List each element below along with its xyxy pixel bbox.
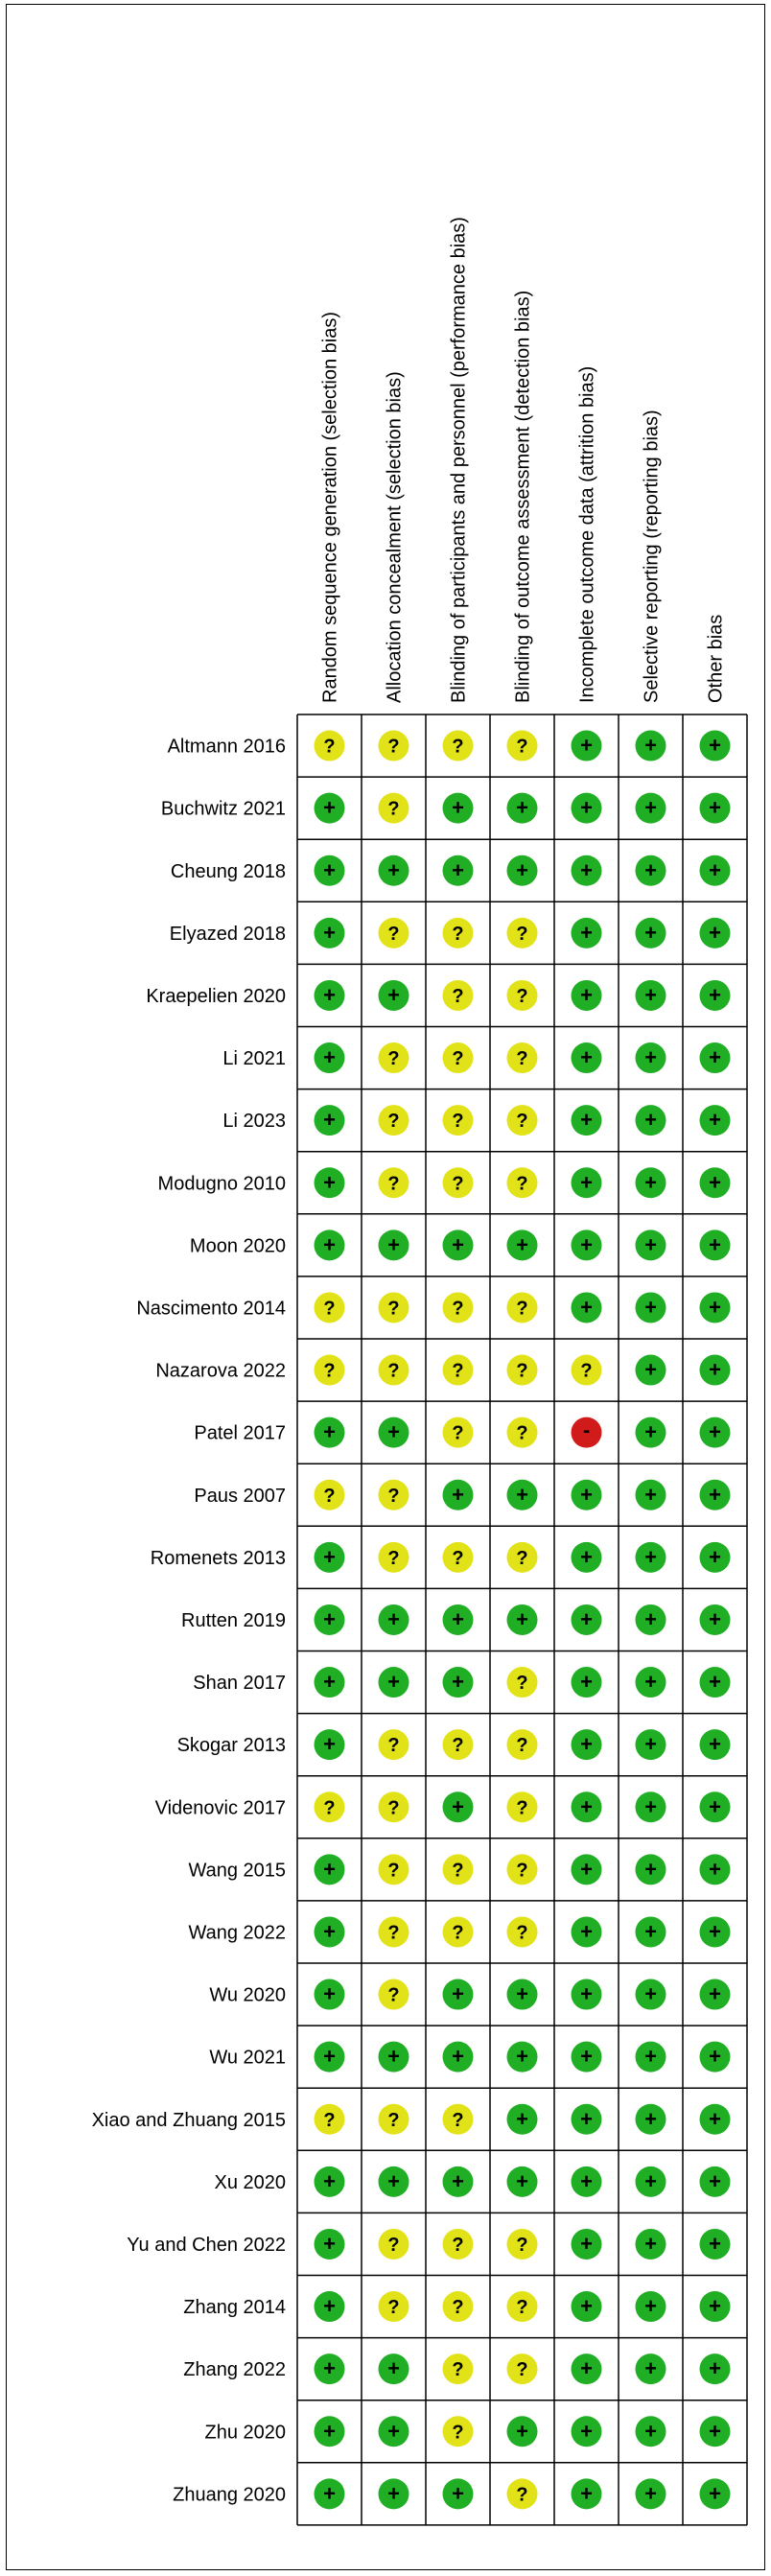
unclear-risk-symbol: ? [516, 2234, 528, 2256]
low-risk-symbol: + [323, 1544, 336, 1569]
low-risk-symbol: + [580, 1981, 593, 2006]
unclear-risk-symbol: ? [516, 1673, 528, 1695]
low-risk-symbol: + [709, 982, 721, 1007]
low-risk-symbol: + [580, 1482, 593, 1507]
low-risk-symbol: + [709, 2294, 721, 2319]
unclear-risk-symbol: ? [323, 736, 336, 758]
low-risk-symbol: + [644, 2044, 657, 2069]
study-label: Romenets 2013 [150, 1547, 286, 1569]
unclear-risk-symbol: ? [516, 1298, 528, 1320]
low-risk-symbol: + [644, 857, 657, 882]
unclear-risk-symbol: ? [387, 1547, 400, 1569]
low-risk-symbol: + [323, 2419, 336, 2444]
unclear-risk-symbol: ? [323, 1485, 336, 1507]
unclear-risk-symbol: ? [452, 2234, 464, 2256]
unclear-risk-symbol: ? [323, 2109, 336, 2131]
unclear-risk-symbol: ? [452, 1173, 464, 1195]
study-label: Nascimento 2014 [136, 1298, 286, 1320]
study-label: Paus 2007 [194, 1485, 286, 1507]
low-risk-symbol: + [709, 1732, 721, 1757]
unclear-risk-symbol: ? [516, 1422, 528, 1444]
unclear-risk-symbol: ? [452, 2297, 464, 2319]
unclear-risk-symbol: ? [516, 1735, 528, 1757]
low-risk-symbol: + [323, 795, 336, 820]
low-risk-symbol: + [580, 920, 593, 945]
low-risk-symbol: + [580, 2168, 593, 2193]
unclear-risk-symbol: ? [452, 1547, 464, 1569]
low-risk-symbol: + [452, 2481, 464, 2506]
low-risk-symbol: + [323, 2294, 336, 2319]
column-header: Selective reporting (reporting bias) [641, 410, 663, 703]
low-risk-symbol: + [580, 857, 593, 882]
unclear-risk-symbol: ? [387, 1111, 400, 1133]
low-risk-symbol: + [452, 1981, 464, 2006]
unclear-risk-symbol: ? [387, 1360, 400, 1382]
low-risk-symbol: + [644, 1981, 657, 2006]
unclear-risk-symbol: ? [516, 1860, 528, 1882]
unclear-risk-symbol: ? [516, 1547, 528, 1569]
unclear-risk-symbol: ? [452, 2109, 464, 2131]
low-risk-symbol: + [323, 2356, 336, 2381]
unclear-risk-symbol: ? [516, 923, 528, 945]
low-risk-symbol: + [387, 1606, 400, 1631]
low-risk-symbol: + [580, 2481, 593, 2506]
low-risk-symbol: + [452, 1606, 464, 1631]
low-risk-symbol: + [323, 2168, 336, 2193]
low-risk-symbol: + [644, 2168, 657, 2193]
low-risk-symbol: + [644, 1232, 657, 1257]
low-risk-symbol: + [644, 1357, 657, 1382]
unclear-risk-symbol: ? [452, 923, 464, 945]
column-header: Incomplete outcome data (attrition bias) [576, 365, 598, 703]
study-label: Cheung 2018 [170, 860, 286, 882]
low-risk-symbol: + [580, 1794, 593, 1819]
low-risk-symbol: + [323, 1981, 336, 2006]
low-risk-symbol: + [644, 1732, 657, 1757]
unclear-risk-symbol: ? [516, 2484, 528, 2506]
low-risk-symbol: + [644, 2294, 657, 2319]
low-risk-symbol: + [644, 1482, 657, 1507]
unclear-risk-symbol: ? [323, 1298, 336, 1320]
study-label: Li 2023 [222, 1111, 286, 1133]
unclear-risk-symbol: ? [387, 1048, 400, 1070]
low-risk-symbol: + [387, 1419, 400, 1444]
low-risk-symbol: + [644, 1544, 657, 1569]
low-risk-symbol: + [580, 2106, 593, 2131]
study-label: Elyazed 2018 [169, 923, 286, 945]
low-risk-symbol: + [580, 1045, 593, 1070]
low-risk-symbol: + [323, 2044, 336, 2069]
low-risk-symbol: + [644, 1045, 657, 1070]
unclear-risk-symbol: ? [516, 736, 528, 758]
low-risk-symbol: + [709, 1606, 721, 1631]
low-risk-symbol: + [323, 1670, 336, 1695]
study-label: Altmann 2016 [167, 736, 286, 758]
low-risk-symbol: + [709, 1981, 721, 2006]
low-risk-symbol: + [323, 1606, 336, 1631]
low-risk-symbol: + [709, 857, 721, 882]
high-risk-symbol: - [582, 1417, 591, 1442]
unclear-risk-symbol: ? [387, 2234, 400, 2256]
unclear-risk-symbol: ? [387, 1173, 400, 1195]
unclear-risk-symbol: ? [452, 1860, 464, 1882]
unclear-risk-symbol: ? [387, 1984, 400, 2006]
unclear-risk-symbol: ? [452, 2359, 464, 2381]
study-label: Rutten 2019 [181, 1609, 286, 1631]
study-label: Li 2021 [222, 1048, 286, 1070]
low-risk-symbol: + [387, 2168, 400, 2193]
low-risk-symbol: + [580, 2419, 593, 2444]
low-risk-symbol: + [516, 2419, 528, 2444]
unclear-risk-symbol: ? [387, 1922, 400, 1944]
unclear-risk-symbol: ? [323, 1360, 336, 1382]
low-risk-symbol: + [580, 1606, 593, 1631]
study-label: Xu 2020 [214, 2171, 286, 2193]
unclear-risk-symbol: ? [387, 1797, 400, 1819]
low-risk-symbol: + [709, 920, 721, 945]
low-risk-symbol: + [580, 1732, 593, 1757]
unclear-risk-symbol: ? [516, 1111, 528, 1133]
low-risk-symbol: + [709, 1544, 721, 1569]
low-risk-symbol: + [323, 982, 336, 1007]
low-risk-symbol: + [644, 1794, 657, 1819]
low-risk-symbol: + [387, 1670, 400, 1695]
low-risk-symbol: + [644, 733, 657, 758]
low-risk-symbol: + [387, 2356, 400, 2381]
study-label: Wang 2015 [188, 1860, 286, 1882]
column-header: Blinding of participants and personnel (performance bias) [448, 217, 470, 703]
unclear-risk-symbol: ? [516, 1360, 528, 1382]
low-risk-symbol: + [709, 2044, 721, 2069]
low-risk-symbol: + [709, 795, 721, 820]
study-label: Shan 2017 [193, 1673, 286, 1695]
low-risk-symbol: + [323, 857, 336, 882]
low-risk-symbol: + [644, 1670, 657, 1695]
unclear-risk-symbol: ? [387, 1485, 400, 1507]
unclear-risk-symbol: ? [323, 1797, 336, 1819]
unclear-risk-symbol: ? [452, 1111, 464, 1133]
low-risk-symbol: + [516, 2044, 528, 2069]
low-risk-symbol: + [452, 1482, 464, 1507]
low-risk-symbol: + [580, 1108, 593, 1133]
low-risk-symbol: + [580, 2294, 593, 2319]
low-risk-symbol: + [709, 1794, 721, 1819]
study-label: Xiao and Zhuang 2015 [91, 2109, 286, 2131]
unclear-risk-symbol: ? [516, 2297, 528, 2319]
low-risk-symbol: + [709, 2419, 721, 2444]
study-label: Videnovic 2017 [154, 1797, 286, 1819]
low-risk-symbol: + [387, 1232, 400, 1257]
study-label: Skogar 2013 [176, 1735, 286, 1757]
low-risk-symbol: + [516, 857, 528, 882]
low-risk-symbol: + [323, 1419, 336, 1444]
unclear-risk-symbol: ? [387, 923, 400, 945]
low-risk-symbol: + [452, 795, 464, 820]
low-risk-symbol: + [323, 2231, 336, 2256]
low-risk-symbol: + [644, 2419, 657, 2444]
low-risk-symbol: + [516, 1606, 528, 1631]
low-risk-symbol: + [580, 1857, 593, 1882]
low-risk-symbol: + [644, 1606, 657, 1631]
low-risk-symbol: + [516, 1482, 528, 1507]
low-risk-symbol: + [580, 1670, 593, 1695]
low-risk-symbol: + [644, 920, 657, 945]
low-risk-symbol: + [644, 982, 657, 1007]
unclear-risk-symbol: ? [387, 1298, 400, 1320]
low-risk-symbol: + [644, 795, 657, 820]
column-header: Blinding of outcome assessment (detection bias) [512, 290, 534, 703]
unclear-risk-symbol: ? [452, 1922, 464, 1944]
unclear-risk-symbol: ? [387, 1860, 400, 1882]
unclear-risk-symbol: ? [387, 2297, 400, 2319]
low-risk-symbol: + [644, 1108, 657, 1133]
column-header: Other bias [705, 614, 727, 703]
low-risk-symbol: + [580, 1295, 593, 1320]
unclear-risk-symbol: ? [387, 1735, 400, 1757]
unclear-risk-symbol: ? [452, 736, 464, 758]
low-risk-symbol: + [580, 1544, 593, 1569]
low-risk-symbol: + [709, 1108, 721, 1133]
unclear-risk-symbol: ? [452, 1360, 464, 1382]
low-risk-symbol: + [452, 1794, 464, 1819]
low-risk-symbol: + [452, 1670, 464, 1695]
unclear-risk-symbol: ? [516, 2359, 528, 2381]
study-label: Zhang 2022 [183, 2359, 286, 2381]
low-risk-symbol: + [709, 733, 721, 758]
unclear-risk-symbol: ? [580, 1360, 593, 1382]
low-risk-symbol: + [452, 1232, 464, 1257]
unclear-risk-symbol: ? [516, 1173, 528, 1195]
low-risk-symbol: + [387, 982, 400, 1007]
column-header: Allocation concealment (selection bias) [384, 371, 406, 703]
low-risk-symbol: + [709, 1857, 721, 1882]
unclear-risk-symbol: ? [387, 798, 400, 820]
study-label: Zhu 2020 [204, 2422, 286, 2444]
unclear-risk-symbol: ? [516, 1922, 528, 1944]
study-label: Zhuang 2020 [173, 2484, 286, 2506]
low-risk-symbol: + [387, 857, 400, 882]
low-risk-symbol: + [323, 920, 336, 945]
low-risk-symbol: + [709, 1295, 721, 1320]
low-risk-symbol: + [644, 2231, 657, 2256]
column-header: Random sequence generation (selection bias) [319, 311, 341, 703]
unclear-risk-symbol: ? [516, 985, 528, 1007]
low-risk-symbol: + [709, 1919, 721, 1944]
study-label: Patel 2017 [194, 1422, 286, 1444]
low-risk-symbol: + [644, 1419, 657, 1444]
unclear-risk-symbol: ? [452, 2422, 464, 2444]
low-risk-symbol: + [323, 2481, 336, 2506]
low-risk-symbol: + [323, 1732, 336, 1757]
low-risk-symbol: + [644, 2356, 657, 2381]
low-risk-symbol: + [644, 2481, 657, 2506]
unclear-risk-symbol: ? [452, 1298, 464, 1320]
low-risk-symbol: + [323, 1232, 336, 1257]
study-label: Modugno 2010 [157, 1173, 286, 1195]
low-risk-symbol: + [387, 2481, 400, 2506]
low-risk-symbol: + [709, 2356, 721, 2381]
study-label: Moon 2020 [189, 1235, 286, 1257]
unclear-risk-symbol: ? [452, 1048, 464, 1070]
study-label: Kraepelien 2020 [146, 985, 286, 1007]
low-risk-symbol: + [387, 2044, 400, 2069]
low-risk-symbol: + [323, 1108, 336, 1133]
low-risk-symbol: + [709, 2168, 721, 2193]
low-risk-symbol: + [452, 2044, 464, 2069]
low-risk-symbol: + [580, 795, 593, 820]
low-risk-symbol: + [709, 1170, 721, 1195]
low-risk-symbol: + [580, 1232, 593, 1257]
study-label: Yu and Chen 2022 [127, 2234, 286, 2256]
low-risk-symbol: + [580, 982, 593, 1007]
low-risk-symbol: + [580, 2044, 593, 2069]
unclear-risk-symbol: ? [452, 985, 464, 1007]
low-risk-symbol: + [387, 2419, 400, 2444]
study-label: Nazarova 2022 [155, 1360, 286, 1382]
low-risk-symbol: + [644, 1919, 657, 1944]
unclear-risk-symbol: ? [387, 736, 400, 758]
low-risk-symbol: + [323, 1045, 336, 1070]
low-risk-symbol: + [709, 1045, 721, 1070]
low-risk-symbol: + [644, 1170, 657, 1195]
study-label: Buchwitz 2021 [160, 798, 286, 820]
unclear-risk-symbol: ? [516, 1797, 528, 1819]
low-risk-symbol: + [709, 1670, 721, 1695]
low-risk-symbol: + [516, 795, 528, 820]
unclear-risk-symbol: ? [452, 1735, 464, 1757]
study-label: Wu 2020 [209, 1984, 286, 2006]
study-label: Zhang 2014 [183, 2297, 286, 2319]
low-risk-symbol: + [580, 733, 593, 758]
low-risk-symbol: + [709, 2231, 721, 2256]
low-risk-symbol: + [709, 1357, 721, 1382]
low-risk-symbol: + [516, 1232, 528, 1257]
low-risk-symbol: + [709, 1482, 721, 1507]
low-risk-symbol: + [452, 857, 464, 882]
unclear-risk-symbol: ? [516, 1048, 528, 1070]
low-risk-symbol: + [580, 1170, 593, 1195]
low-risk-symbol: + [709, 2106, 721, 2131]
unclear-risk-symbol: ? [387, 2109, 400, 2131]
low-risk-symbol: + [516, 1981, 528, 2006]
study-label: Wu 2021 [209, 2047, 286, 2069]
low-risk-symbol: + [709, 1232, 721, 1257]
low-risk-symbol: + [644, 1295, 657, 1320]
low-risk-symbol: + [323, 1170, 336, 1195]
study-label: Wang 2022 [188, 1922, 286, 1944]
low-risk-symbol: + [644, 2106, 657, 2131]
low-risk-symbol: + [580, 2231, 593, 2256]
low-risk-symbol: + [516, 2168, 528, 2193]
low-risk-symbol: + [323, 1919, 336, 1944]
low-risk-symbol: + [323, 1857, 336, 1882]
unclear-risk-symbol: ? [452, 1422, 464, 1444]
low-risk-symbol: + [644, 1857, 657, 1882]
low-risk-symbol: + [580, 1919, 593, 1944]
low-risk-symbol: + [709, 1419, 721, 1444]
low-risk-symbol: + [452, 2168, 464, 2193]
low-risk-symbol: + [516, 2106, 528, 2131]
low-risk-symbol: + [709, 2481, 721, 2506]
low-risk-symbol: + [580, 2356, 593, 2381]
